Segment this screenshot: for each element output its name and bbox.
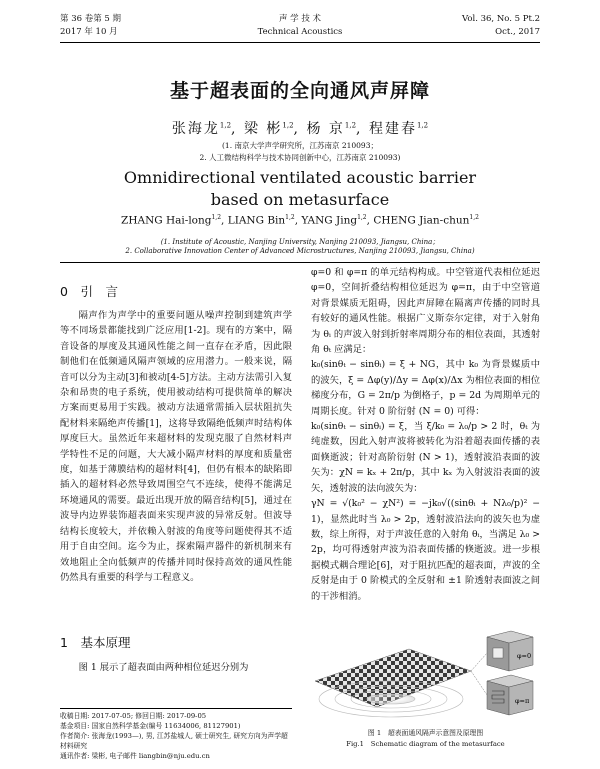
paper-title-en-line1: Omnidirectional ventilated acoustic barrier — [123, 168, 477, 187]
author-en: YANG Jing — [301, 214, 358, 227]
footnote-rule — [60, 708, 292, 709]
right-paragraph-1: φ=0 和 φ=π 的单元结构构成。中空管道代表相位延迟 φ=0，空间折叠结构相位延迟为 φ=π，由于中空管道对背景媒质无阻碍，因此声屏障在隔离声传播的同时具有较好的通风性能。根据广义斯奈尔定律，对于入射角为 θᵢ 的声波入射到折射率周期分布的相位表面，其透射角 θₜ 应满足： — [311, 267, 540, 356]
affiliation-cn-1: (1. 南京大学声学研究所，江苏南京 210093； — [222, 141, 378, 150]
affiliation-en-1: (1. Institute of Acoustic, Nanjing University, Nanjing 210093, Jiangsu, China； — [160, 238, 440, 246]
label-phi-pi: φ=π — [515, 697, 530, 705]
callout-line-top — [471, 653, 487, 671]
header-rule — [60, 42, 540, 43]
author-en: LIANG Bin — [227, 214, 286, 227]
intro-paragraph — [60, 308, 292, 620]
right-paragraph-3: k₀(sinθₜ − sinθᵢ) = ξ，当 ξ/k₀ = λ₀/p > 2 时，θₜ 为纯虚数，因此入射声波将被转化为沿着超表面传播的表面倏逝波；针对高阶衍射 (N > 1)，透射波沿表面的波矢为：χN = kₓ + 2π/p，其中 kₓ 为入射波沿表面的波矢，透射波的法向波矢为： — [311, 421, 540, 494]
authors-cn: 张海龙$^{1,2}$, 梁 彬$^{1,2}$, 杨 京$^{1,2}$, 程建春$^{1,2}$ — [171, 121, 429, 137]
date-cn: 2017 年 10 月 — [60, 27, 118, 37]
footnote-received: 收稿日期: 2017-07-05; 修回日期: 2017-09-05 — [60, 712, 207, 720]
figure-caption-en: Fig.1 Schematic diagram of the metasurface — [346, 740, 505, 748]
callout-line-bottom — [471, 671, 487, 695]
unit-cell-phi-0 — [487, 675, 533, 715]
footnote-author-bio: 作者简介: 张海龙(1993—), 男, 江苏盐城人, 硕士研究生, 研究方向为声学超材料研究 — [60, 732, 288, 750]
volume-issue-cn: 第 36 卷第 5 期 — [60, 14, 122, 24]
principle-paragraph — [60, 660, 292, 675]
figure-1 — [311, 629, 540, 724]
footnotes — [60, 711, 292, 761]
paper-title-cn: 基于超表面的全向通风声屏障 — [169, 80, 430, 102]
footnote-corresponding: 通讯作者: 梁彬, 电子邮件 liangbin@nju.edu.cn — [60, 752, 210, 760]
section-heading-intro: 0 引 言 — [60, 284, 118, 299]
author-cn: 程建春 — [368, 121, 417, 137]
author-cn: 杨 京 — [306, 121, 345, 137]
figure-caption-cn: 图 1 超表面通风隔声示意图及原理图 — [367, 729, 484, 737]
author-en: ZHANG Hai-long — [121, 214, 212, 227]
right-paragraph-2: k₀(sinθₜ − sinθᵢ) = ξ + NG，其中 k₀ 为背景媒质中的波矢，ξ = Δφ(y)/Δy = Δφ(x)/Δx 为相位表面的相位梯度分布，G = 2π/p 为倒格子，p = 2d 为周期单元的周期长度。针对 0 阶衍射 (N = 0) 可得： — [311, 359, 540, 417]
author-cn: 梁 彬 — [243, 121, 283, 137]
paper-title-en-line2: based on metasurface — [210, 190, 390, 209]
date-en: Oct., 2017 — [495, 27, 540, 37]
author-en: CHENG Jian-chun — [373, 214, 470, 227]
label-phi-0: φ=0 — [517, 652, 532, 660]
intro-text: 隔声作为声学中的重要问题从噪声控制到建筑声学等不同场景都能找到广泛应用[1-2]。现有的方案中，隔音设备的厚度及其通风性能之间一直存在矛盾，因此限制他们在低频通风隔声领域的应用潜力。一般来说，隔音可以分为主动[3]和被动[4-5]方法。主动方法需引入复杂和昂贵的电子系统，使用被动结构可提供简单的解决方案而更易用于实践。被动方法通常需插入层状阻抗失配材料来隔绝声传播[1]，这将导致隔绝低频声时结构体厚度巨大。虽然近年来超材料的发现克服了自然材料声学特性不足的问题，大大减小隔声材料的厚度和质量密度，如基于薄膜结构的超材料[4]，但仍有根本的缺陷即插入的超材料必然导致周围空气不连续，使得不能满足环境通风的需要。最近出现开放的隔音结构[5]，通过在波导内边界装饰超表面来实现声波的异常反射。但波导结构长度较大，并依赖入射波的角度等问题使得其不适用于自由空间。迄今为止，探索隔声器件的新机制来有效地阻止全向低频声的传播并同时保持高效的通风性能仍然具有重要的科学与工程意义。 — [60, 310, 292, 583]
affiliation-cn-2: 2. 人工微结构科学与技术协同创新中心，江苏南京 210093) — [199, 153, 401, 162]
right-paragraph-4: γN = √(k₀² − χN²) = −jk₀√((sinθᵢ + Nλ₀/p)² − 1)，显然此时当 λ₀ > 2p，透射波沿法向的波矢也为虚数，综上所得，对于声波任意的入射角 θᵢ，当满足 λ₀ > 2p，均可得透射声波为沿表面传播的倏逝波。进一步根据模式耦合理论[6]，对于阻抗匹配的超表面，声波的全反射是由于 0 阶模式的全反射和 ±1 阶透射表面波之间的干涉相消。 — [311, 498, 540, 602]
running-header — [60, 13, 540, 39]
authors-en: ZHANG Hai-long$^{1,2}$, LIANG Bin$^{1,2}$, YANG Jing$^{1,2}$, CHENG Jian-chun$^{1,2}$ — [121, 214, 479, 227]
title-divider — [60, 262, 540, 263]
affiliation-en-2: 2. Collaborative Innovation Center of Advanced Microstructures, Nanjing 210093, Jiangsu, China) — [125, 247, 475, 255]
principle-text: 图 1 展示了超表面由两种相位延迟分别为 — [78, 662, 249, 673]
journal-name-cn: 声 学 技 术 — [278, 14, 322, 24]
unit-cell-phi-pi — [487, 631, 533, 671]
footnote-funding: 基金项目: 国家自然科学基金(编号 11634006, 81127901) — [60, 722, 241, 730]
journal-name-en: Technical Acoustics — [257, 27, 343, 37]
section-heading-principle: 1 基本原理 — [60, 635, 131, 650]
volume-issue-en: Vol. 36, No. 5 Pt.2 — [462, 14, 540, 24]
metasurface-schematic — [311, 629, 540, 724]
right-column-text — [311, 265, 540, 627]
author-cn: 张海龙 — [171, 121, 220, 137]
